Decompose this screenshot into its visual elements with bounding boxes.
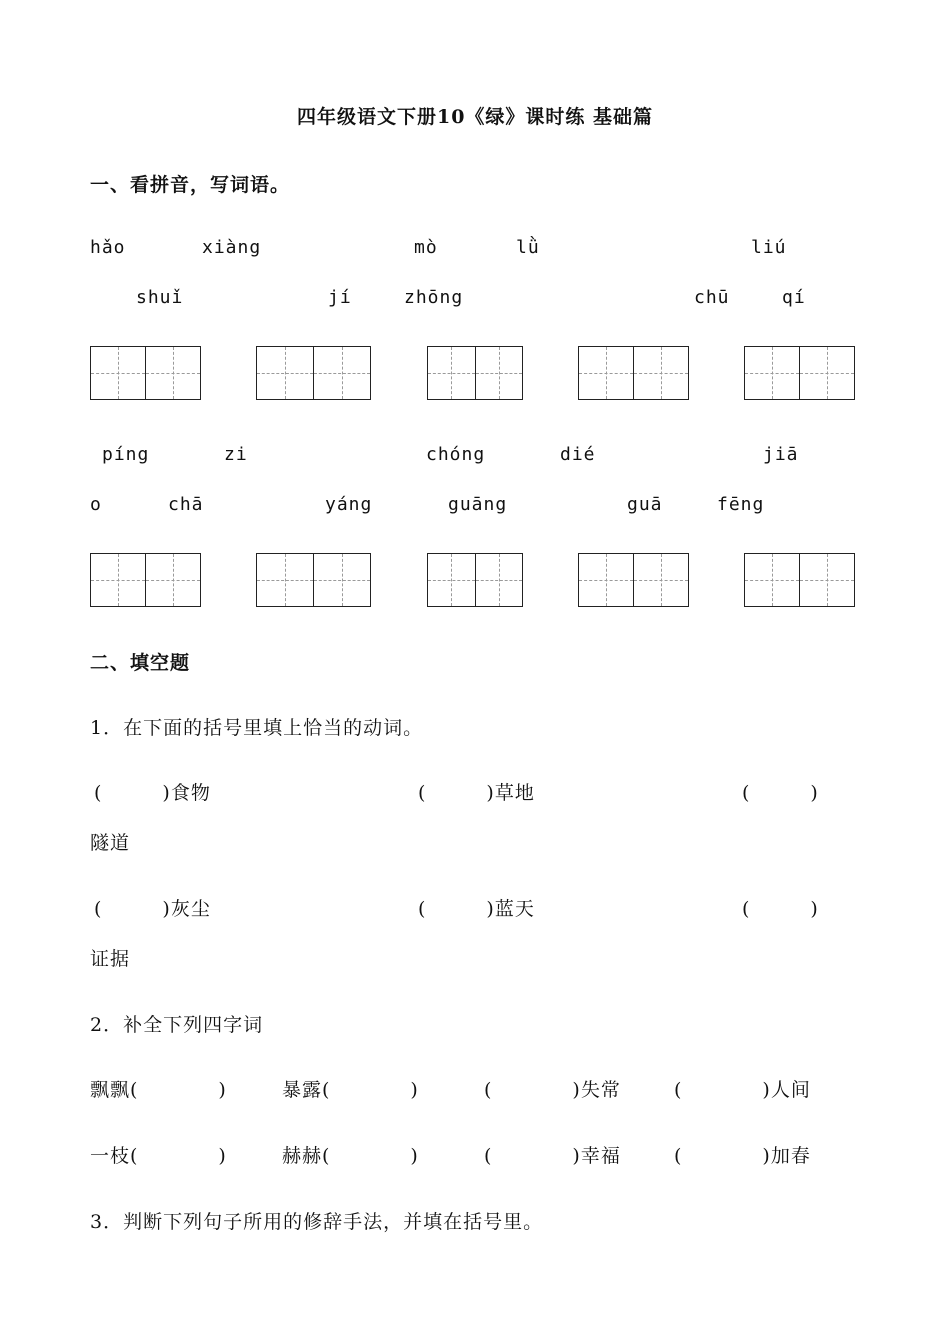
pinyin-cha: chā xyxy=(168,494,204,515)
pinyin-guang: guāng xyxy=(448,494,508,515)
pinyin-zhong: zhōng xyxy=(404,287,464,308)
pinyin-ji: jí xyxy=(328,287,352,308)
pinyin-shui: shuǐ xyxy=(136,287,184,308)
writing-grid[interactable] xyxy=(256,346,371,400)
pinyin-liu: liú xyxy=(751,237,787,258)
q1-blank[interactable]: ( )食物 xyxy=(94,782,211,804)
pinyin-xiang: xiàng xyxy=(202,237,262,258)
section-2-heading: 二、填空题 xyxy=(90,652,191,674)
pinyin-die: dié xyxy=(560,444,596,465)
question-3-prompt: 3．判断下列句子所用的修辞手法，并填在括号里。 xyxy=(90,1211,544,1233)
writing-grid[interactable] xyxy=(256,553,371,607)
pinyin-qi: qí xyxy=(782,287,806,308)
page-title: 四年级语文下册10《绿》课时练 基础篇 xyxy=(296,106,654,128)
writing-grid[interactable] xyxy=(427,553,523,607)
q1-blank[interactable]: ( )灰尘 xyxy=(94,898,211,920)
q1-blank[interactable]: ( ) xyxy=(742,898,819,920)
q2-idiom-blank[interactable]: ( )人间 xyxy=(674,1079,811,1101)
writing-grid[interactable] xyxy=(90,346,201,400)
writing-grid[interactable] xyxy=(744,553,855,607)
writing-grid[interactable] xyxy=(744,346,855,400)
q2-idiom-blank[interactable]: 一枝( ) xyxy=(90,1145,227,1167)
q1-wrap-word: 证据 xyxy=(90,948,131,970)
q2-idiom-blank[interactable]: ( )加春 xyxy=(674,1145,811,1167)
pinyin-chu: chū xyxy=(694,287,730,308)
question-2-prompt: 2．补全下列四字词 xyxy=(90,1014,264,1036)
pinyin-lv: lǜ xyxy=(516,237,540,258)
q2-idiom-blank[interactable]: 飘飘( ) xyxy=(90,1079,227,1101)
q1-blank[interactable]: ( )草地 xyxy=(418,782,535,804)
pinyin-ping: píng xyxy=(102,444,150,465)
pinyin-o: o xyxy=(90,494,102,515)
q2-idiom-blank[interactable]: 赫赫( ) xyxy=(282,1145,419,1167)
q2-idiom-blank[interactable]: 暴露( ) xyxy=(282,1079,419,1101)
q1-blank[interactable]: ( ) xyxy=(742,782,819,804)
question-1-prompt: 1．在下面的括号里填上恰当的动词。 xyxy=(90,717,424,739)
pinyin-gua: guā xyxy=(627,494,663,515)
pinyin-chong: chóng xyxy=(426,444,486,465)
writing-grid[interactable] xyxy=(578,553,689,607)
pinyin-zi: zi xyxy=(224,444,248,465)
q2-idiom-blank[interactable]: ( )失常 xyxy=(484,1079,621,1101)
q1-wrap-word: 隧道 xyxy=(90,832,131,854)
pinyin-feng: fēng xyxy=(717,494,765,515)
pinyin-yang: yáng xyxy=(325,494,373,515)
q2-idiom-blank[interactable]: ( )幸福 xyxy=(484,1145,621,1167)
section-1-heading: 一、看拼音，写词语。 xyxy=(90,174,291,196)
pinyin-mo: mò xyxy=(414,237,438,258)
pinyin-hao: hǎo xyxy=(90,237,126,258)
q1-blank[interactable]: ( )蓝天 xyxy=(418,898,535,920)
writing-grid[interactable] xyxy=(578,346,689,400)
pinyin-jia: jiā xyxy=(763,444,799,465)
writing-grid[interactable] xyxy=(90,553,201,607)
writing-grid[interactable] xyxy=(427,346,523,400)
